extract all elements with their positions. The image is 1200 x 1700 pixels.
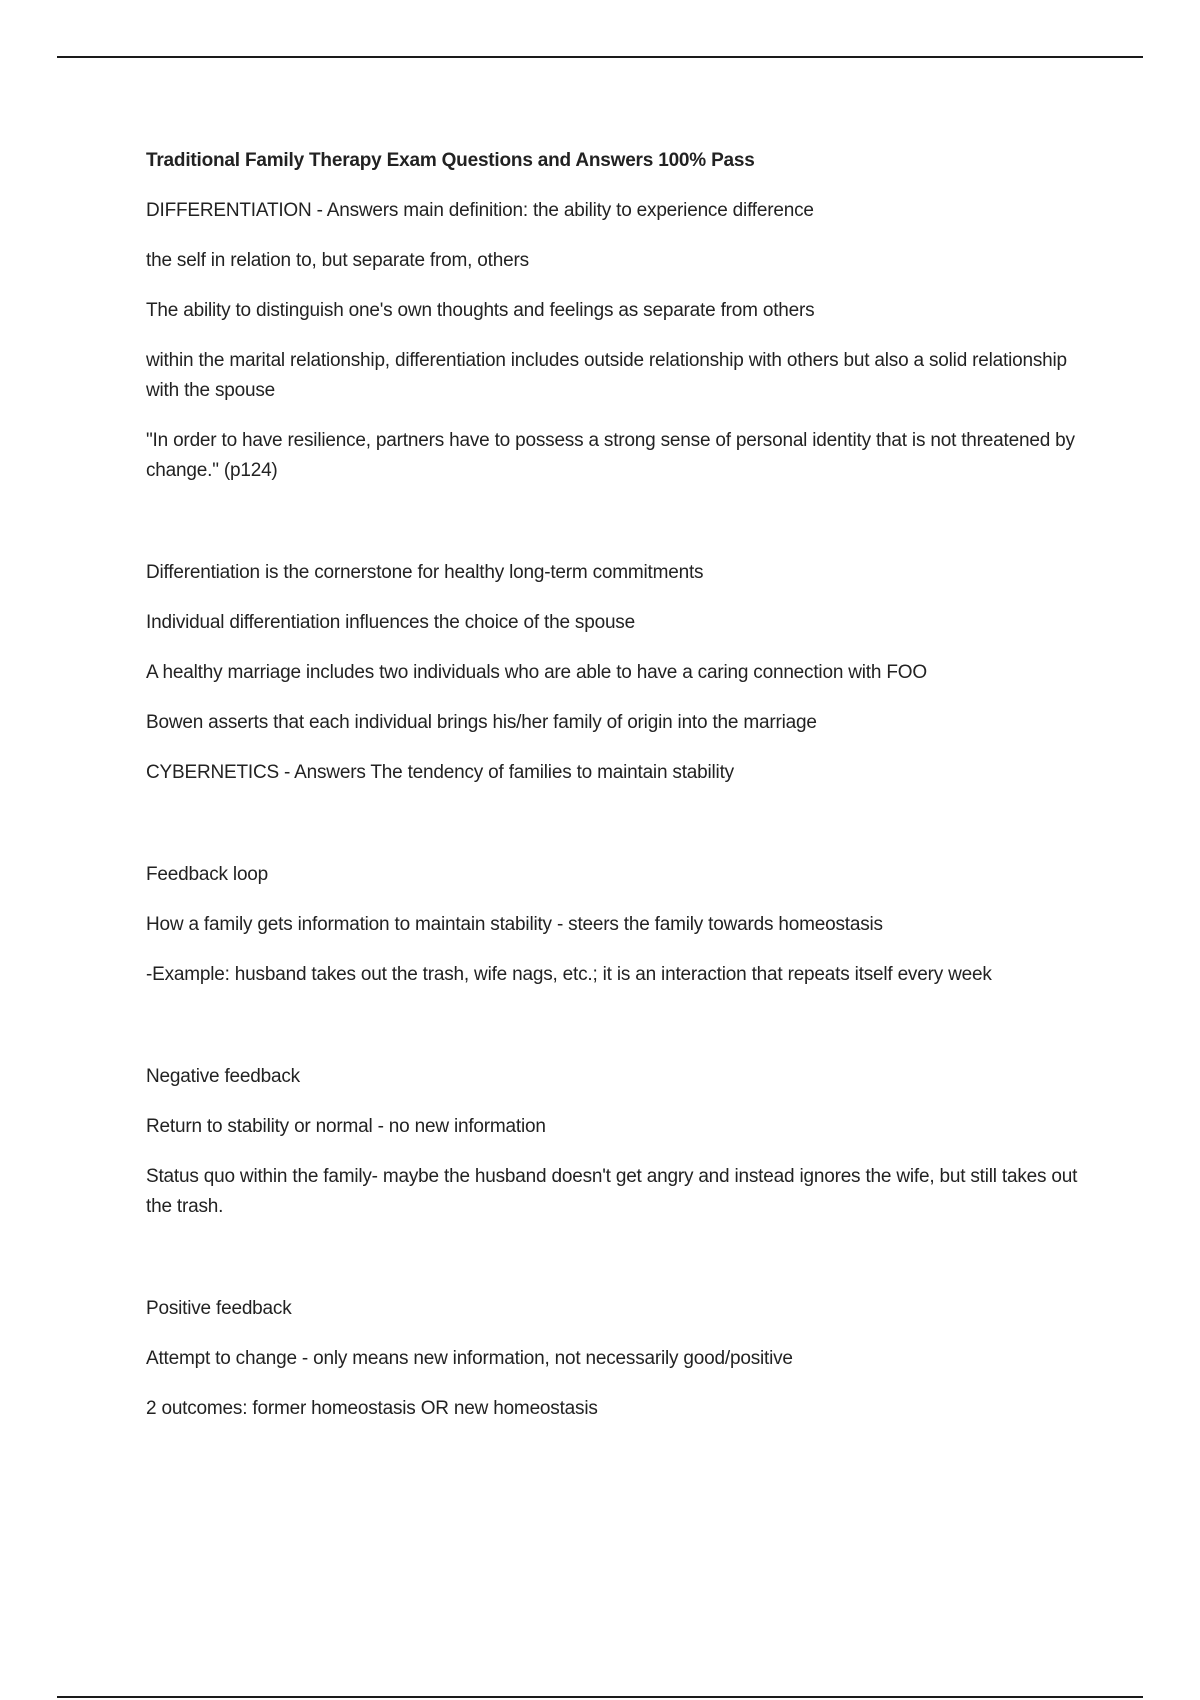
paragraph: Return to stability or normal - no new information xyxy=(146,1116,546,1137)
document-title: Traditional Family Therapy Exam Questions and Answers 100% Pass xyxy=(146,150,755,171)
section-heading-negative-feedback: Negative feedback xyxy=(146,1066,300,1087)
section-heading-feedback-loop: Feedback loop xyxy=(146,864,269,885)
paragraph: How a family gets information to maintain stability - steers the family towards homeostasis xyxy=(146,914,883,935)
paragraph: Differentiation is the cornerstone for healthy long-term commitments xyxy=(146,562,704,583)
paragraph: Attempt to change - only means new information, not necessarily good/positive xyxy=(146,1348,793,1369)
paragraph: the self in relation to, but separate from, others xyxy=(146,250,529,271)
paragraph: 2 outcomes: former homeostasis OR new homeostasis xyxy=(146,1398,598,1419)
section-heading-positive-feedback: Positive feedback xyxy=(146,1298,292,1319)
paragraph-example: -Example: husband takes out the trash, wife nags, etc.; it is an interaction that repeats itself every week xyxy=(146,964,992,985)
paragraph: The ability to distinguish one's own thoughts and feelings as separate from others xyxy=(146,300,815,321)
paragraph-differentiation: DIFFERENTIATION - Answers main definition: the ability to experience difference xyxy=(146,200,814,221)
footer-rule xyxy=(57,1696,1143,1698)
paragraph: A healthy marriage includes two individuals who are able to have a caring connection with FOO xyxy=(146,662,927,683)
document-body xyxy=(146,146,1096,1444)
paragraph: within the marital relationship, differentiation includes outside relationship with others but also a solid relationship with the spouse xyxy=(146,350,1067,401)
header-rule xyxy=(57,56,1143,58)
paragraph-cybernetics: CYBERNETICS - Answers The tendency of families to maintain stability xyxy=(146,762,734,783)
paragraph: Individual differentiation influences the choice of the spouse xyxy=(146,612,635,633)
paragraph-quote: "In order to have resilience, partners have to possess a strong sense of personal identity that is not threatened by change." (p124) xyxy=(146,430,1075,481)
paragraph: Status quo within the family- maybe the husband doesn't get angry and instead ignores the wife, but still takes out the trash. xyxy=(146,1166,1078,1217)
paragraph: Bowen asserts that each individual brings his/her family of origin into the marriage xyxy=(146,712,817,733)
